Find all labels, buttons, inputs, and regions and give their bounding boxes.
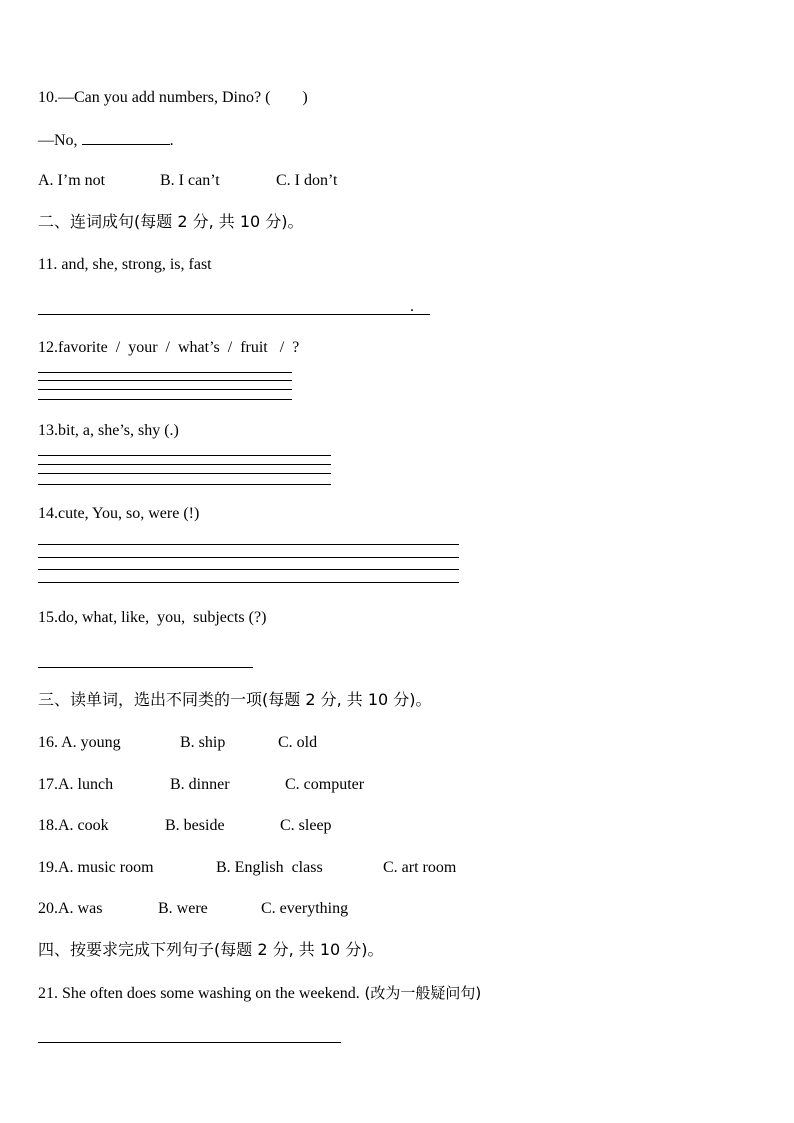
question-19-option-a: 19.A. music room <box>38 859 154 876</box>
writing-line[interactable] <box>38 582 459 583</box>
question-21-text: 21. She often does some washing on the weekend. <box>38 985 360 1002</box>
writing-line[interactable] <box>38 484 331 485</box>
answer-line[interactable] <box>38 314 430 315</box>
answer-blank[interactable] <box>82 130 170 145</box>
question-12: 12.favorite / your / what’s / fruit / ? <box>38 339 300 356</box>
writing-line[interactable] <box>38 544 459 545</box>
question-18-option-c: C. sleep <box>280 817 332 834</box>
question-16-option-a: 16. A. young <box>38 734 121 751</box>
reply-suffix: . <box>169 132 174 149</box>
question-19-option-b: B. English class <box>216 859 323 876</box>
question-21-instruction: (改为一般疑问句) <box>359 984 482 1002</box>
question-15: 15.do, what, like, you, subjects (?) <box>38 609 267 626</box>
question-10-option-a: A. I’m not <box>38 172 106 189</box>
writing-line[interactable] <box>38 473 331 474</box>
question-18-option-b: B. beside <box>165 817 225 834</box>
writing-line[interactable] <box>38 557 459 558</box>
answer-line[interactable] <box>38 667 253 668</box>
writing-line[interactable] <box>38 380 292 381</box>
writing-line[interactable] <box>38 389 292 390</box>
question-20-option-a: 20.A. was <box>38 900 103 917</box>
question-10-reply <box>38 130 174 151</box>
question-11: 11. and, she, strong, is, fast <box>38 256 212 273</box>
question-10-option-c: C. I don’t <box>276 172 338 189</box>
question-18-option-a: 18.A. cook <box>38 817 109 834</box>
answer-line[interactable] <box>38 1042 341 1043</box>
writing-line[interactable] <box>38 464 331 465</box>
question-17-option-c: C. computer <box>285 776 365 793</box>
question-19-option-c: C. art room <box>383 859 457 876</box>
question-11-end-mark: . <box>410 298 414 315</box>
question-14: 14.cute, You, so, were (!) <box>38 505 200 522</box>
writing-line[interactable] <box>38 455 331 456</box>
writing-line[interactable] <box>38 569 459 570</box>
question-17-option-a: 17.A. lunch <box>38 776 114 793</box>
question-20-option-b: B. were <box>158 900 208 917</box>
question-17-option-b: B. dinner <box>170 776 230 793</box>
question-16-option-c: C. old <box>278 734 318 751</box>
section-4-heading: 四、按要求完成下列句子(每题 2 分, 共 10 分)。 <box>38 940 384 959</box>
question-21 <box>38 983 481 1004</box>
reply-prefix: —No, <box>38 132 82 149</box>
writing-line[interactable] <box>38 372 292 373</box>
writing-line[interactable] <box>38 399 292 400</box>
section-2-heading: 二、连词成句(每题 2 分, 共 10 分)。 <box>38 212 304 231</box>
question-13: 13.bit, a, she’s, shy (.) <box>38 422 179 439</box>
section-3-heading: 三、读单词，选出不同类的一项(每题 2 分, 共 10 分)。 <box>38 690 432 709</box>
question-10-option-b: B. I can’t <box>160 172 220 189</box>
question-20-option-c: C. everything <box>261 900 349 917</box>
question-10-stem: 10.—Can you add numbers, Dino? ( ) <box>38 89 308 106</box>
question-16-option-b: B. ship <box>180 734 226 751</box>
